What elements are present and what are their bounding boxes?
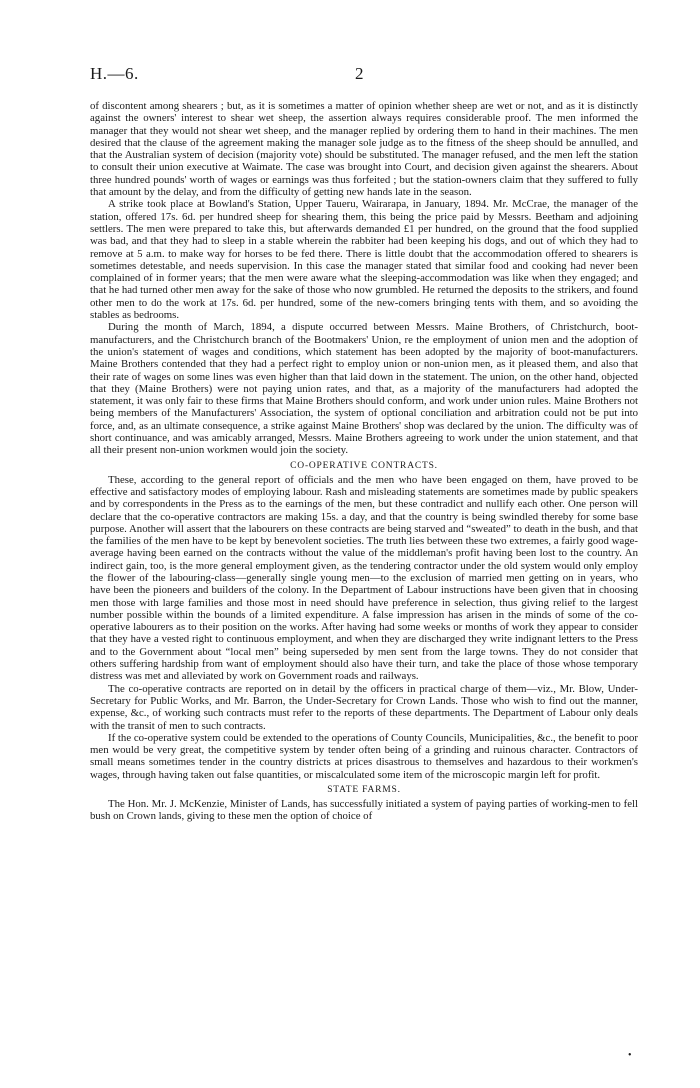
document-body xyxy=(90,100,638,823)
paragraph: The co-operative contracts are reported on in detail by the officers in practical charge of them—viz., Mr. Blow, Under-Secretary for Public Works, and Mr. Barron, the Under-Secretary for Crown Lands. Those who wish to find out the manner, expense, &c., of working such contracts must refer to the reports of these departments. The Department of Labour only deals with the transit of men to such contracts. xyxy=(90,682,638,732)
paragraph: The Hon. Mr. J. McKenzie, Minister of Lands, has successfully initiated a system of paying parties of working-men to fell bush on Crown lands, giving to these men the option of choice of xyxy=(90,798,638,823)
stray-dot-mark: • xyxy=(628,1050,632,1061)
paragraph: If the co-operative system could be extended to the operations of County Councils, Municipalities, &c., the benefit to poor men would be very great, the competitive system by tender often being of a grinding and ruinous character. Contractors of small means sometimes tender in the country districts at prices disastrous to themselves and hazardous to their workmen's wages, through having taken out false quantities, or miscalculated some item of the microscopic margin left for profit. xyxy=(90,731,638,781)
paragraph: These, according to the general report of officials and the men who have been engaged on them, have proved to be effective and satisfactory modes of employing labour. Rash and misleading statements are sometimes made by public speakers and by correspondents in the Press as to the earnings of the men, but these contradict and nullify each other. One person will declare that the co-operative contractors are making 15s. a day, and that the country is being swindled thereby for some base purpose. Another will assert that the labourers on these contracts are being starved and “sweated” to death in the bush, and that the families of the men have to be kept by benevolent societies. The truth lies between these two extremes, a fairly good wage-average having been earned on the contracts without the value of the middleman's profit having been lost to the country. An indirect gain, too, is the more general employment given, as the tendering contractor under the old system would only employ the flower of the labouring-class—generally single young men—to the exclusion of married men getting on in years, who have been the pioneers and builders of the colony. In the Department of Labour instructions have been given that in choosing men those with large families and those most in need should have preference in selection, thus giving relief to the largest number possible within the bounds of a limited expenditure. A false impression has arisen in the minds of some of the co-operative labourers as to their position on the works. After having had some weeks or months of work they appear to consider that they have a vested right to continuous employment, and when they are discharged they write indignant letters to the Press and to the Government about “local men” being superseded by men sent from the large towns. They do not consider that others suffering hardship from want of employment should also have their turn, and take the place of those whose temporary distress was met and alleviated by work on Government roads and railways. xyxy=(90,473,638,683)
section-heading-cooperative-contracts: CO-OPERATIVE CONTRACTS. xyxy=(290,460,438,471)
section-heading-state-farms: STATE FARMS. xyxy=(327,785,401,796)
page-number: 2 xyxy=(355,64,364,83)
paragraph: A strike took place at Bowland's Station, Upper Taueru, Wairarapa, in January, 1894. Mr. McCrae, the manager of the station, offered 17s. 6d. per hundred sheep for shearing them, this being the price paid by Messrs. Beetham and adjoining settlers. The men were prepared to take this, but afterwards demanded £1 per hundred, on the ground that the food supplied was bad, and that they had to sleep in a stable wherein the rabbiter had been keeping his dogs, and out of which they had to remove at 5 a.m. to make way for horses to be fed there. There is little doubt that the accommodation offered to shearers is sometimes detestable, and needs supervision. In this case the manager stated that similar food and cooking had never been complained of in former years; that the men were aware what the sleeping-accommodation was like when they engaged; and that he had turned other men away for the sake of those who now grumbled. He returned the deposits to the strikers, and found other men to do the work at 17s. 6d. per hundred, some of the new-comers bringing tents with them, and so avoiding the stables as bedrooms. xyxy=(90,198,638,322)
paragraph: of discontent among shearers ; but, as it is sometimes a matter of opinion whether sheep are wet or not, and as it is distinctly against the owners' interest to shear wet sheep, the assertion always requires considerable proof. The men informed the manager that they would not shear wet sheep, and the manager replied by ordering them to hand in their machines. The men desired that the clause of the agreement making the manager sole judge as to the fitness of the sheep should be annulled, and that the Australian system of decision (majority vote) should be substituted. The manager refused, and the men left the station to consult their union executive at Waimate. The case was brought into Court, and decision given against the shearers. About three hundred pounds' worth of wages or earnings was thus forfeited ; but the station-owners claim that they suffered to fully that amount by the delay, and from the difficulty of getting new hands late in the season. xyxy=(90,100,638,199)
page-reference: H.—6. xyxy=(90,64,139,83)
page-header xyxy=(90,64,638,84)
paragraph: During the month of March, 1894, a dispute occurred between Messrs. Maine Brothers, of Christchurch, boot-manufacturers, and the Christchurch branch of the Bootmakers' Union, re the employment of union men and the adoption of the union's statement of wages and conditions, which statement has been adopted by the majority of boot-manufacturers. Maine Brothers contended that they had a perfect right to employ union or non-union men, as it pleased them, and also that their rate of wages on some lines was even higher than that laid down in the statement. The union, on the other hand, objected that they (Maine Brothers) were not paying union rates, and that, as a majority of the manufacturers had adopted the statement, it was only fair to these firms that Maine Brothers should conform, and work under union rules. Maine Brothers not being members of the Manufacturers' Association, the system of optional conciliation and arbitration could not be put into force, and, as an ultimate consequence, a strike against Maine Brothers' shop was declared by the union. The difficulty was of short continuance, and was amicably arranged, Messrs. Maine Brothers agreeing to work under the union statement, and that all their present non-union workmen would join the society. xyxy=(90,321,638,457)
